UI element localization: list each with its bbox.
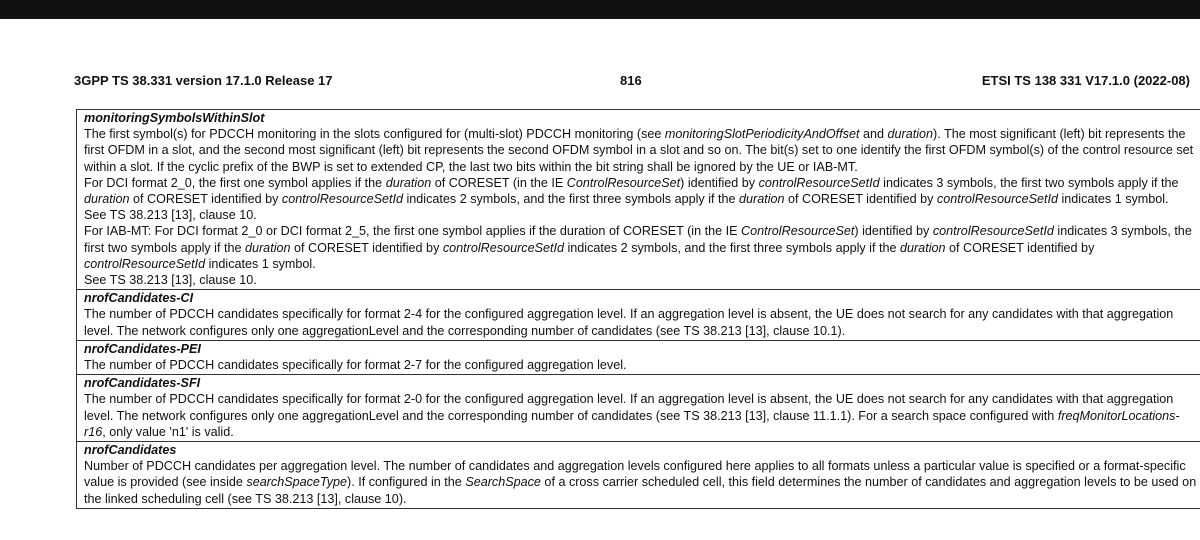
text-run: The number of PDCCH candidates specifically for format 2-4 for the configured aggregation level. If an aggregation level is absent, the UE does not search for any candidates with that aggregation level. The network configures only one aggregationLevel and the corresponding number of candidates (see TS 38.213 [13], clause 10.1). [84,307,1174,338]
field-description-paragraph [84,306,1200,338]
text-run: For DCI format 2_0, the first one symbol applies if the [84,175,386,190]
table-row [77,290,1200,341]
header-spec-version: 3GPP TS 38.331 version 17.1.0 Release 17 [74,73,333,88]
text-run: of CORESET identified by [945,240,1095,255]
text-run: See TS 38.213 [13], clause 10. [84,273,257,288]
text-run: indicates 1 symbol. [1058,192,1169,207]
field-name: nrofCandidates [84,443,177,458]
field-name: nrofCandidates-PEI [84,341,201,356]
text-run: Number of PDCCH candidates per aggregation level. The number of candidates and aggregation levels configured here applies to all formats unless a particular value is specified or a format-specific value is provided (see inside [84,459,1186,490]
italic-term: controlResourceSetId [281,192,403,207]
italic-term: duration [887,127,934,142]
field-description-paragraph [84,126,1200,175]
field-description-paragraph [84,223,1200,272]
text-run: For IAB-MT: For DCI format 2_0 or DCI format 2_5, the first one symbol applies if the duration of CORESET (in the IE [84,224,741,239]
italic-term: controlResourceSetId [84,256,206,271]
text-run: The first symbol(s) for PDCCH monitoring in the slots configured for (multi-slot) PDCCH monitoring (see [84,127,665,142]
field-description-table [76,109,1200,509]
italic-term: freqMonitorLocations-r16 [84,408,1180,439]
text-run: indicates 2 symbols, and the first three symbols apply if the [403,192,739,207]
table-row [77,375,1200,442]
table-row [77,442,1200,509]
top-dark-bar [0,0,1200,19]
text-run: , only value 'n1' is valid. [102,424,234,439]
field-name: nrofCandidates-SFI [84,376,201,391]
italic-term: searchSpaceType [246,475,347,490]
italic-term: duration [899,240,946,255]
text-run: of CORESET (in the IE [431,175,567,190]
header-page-number: 816 [620,73,642,88]
italic-term: duration [739,192,785,207]
field-description-paragraph [84,357,1200,373]
field-description-paragraph [84,391,1200,440]
table-row [77,110,1200,290]
italic-term: monitoringSlotPeriodicityAndOffset [664,127,860,142]
italic-term: duration [244,240,291,255]
text-run: indicates 2 symbols, and the first three symbols apply if the [563,240,900,255]
text-run: and [859,127,888,142]
text-run: ). If configured in the [347,475,466,490]
text-run: of CORESET identified by [290,240,443,255]
field-description-paragraph [84,272,1200,288]
italic-term: controlResourceSetId [442,240,564,255]
field-name: nrofCandidates-CI [84,291,194,306]
text-run: of a cross carrier scheduled cell, this field determines the number of candidates and aggregation levels to be used on the linked scheduling cell (see TS 38.213 [13], clause 10). [84,475,1197,506]
text-run: ) identified by [854,224,933,239]
text-run: The number of PDCCH candidates specifically for format 2-0 for the configured aggregation level. If an aggregation level is absent, the UE does not search for any candidates with that aggregation level. The network configures only one aggregationLevel and the corresponding number of candidates (see TS 38.213 [13], clause 11.1.1). For a search space configured with [84,392,1174,423]
header-etsi-reference: ETSI TS 138 331 V17.1.0 (2022-08) [981,73,1190,88]
field-description-paragraph [84,458,1200,507]
text-run: ). The most significant (left) bit represents the first OFDM in a slot, and the second most significant (left) bit represents the second OFDM symbol in a slot and so on. The bit(s) set to one identify the first OFDM symbol(s) of the control resource set within a slot. If the cyclic prefix of the BWP is set to extended CP, the last two bits within the bit string shall be ignored by the UE or IAB-MT. [84,127,1194,174]
field-description-paragraph [84,207,1200,223]
italic-term: ControlResourceSet [741,224,855,239]
text-run: See TS 38.213 [13], clause 10. [84,208,257,223]
italic-term: controlResourceSetId [758,175,880,190]
field-description-paragraph [84,175,1200,207]
text-run: indicates 1 symbol. [205,256,316,271]
text-run: indicates 3 symbols, the first two symbols apply if the [84,224,1192,255]
text-run: of CORESET identified by [129,192,282,207]
italic-term: controlResourceSetId [932,224,1054,239]
italic-term: duration [84,192,130,207]
italic-term: SearchSpace [465,475,541,490]
text-run: The number of PDCCH candidates specifically for format 2-7 for the configured aggregation level. [84,358,627,373]
table-row [77,341,1200,375]
text-run: indicates 3 symbols, the first two symbols apply if the [879,175,1179,190]
text-run: of CORESET identified by [784,192,937,207]
text-run: ) identified by [680,175,759,190]
italic-term: duration [385,175,432,190]
field-name: monitoringSymbolsWithinSlot [84,111,265,125]
italic-term: controlResourceSetId [936,192,1058,207]
italic-term: ControlResourceSet [566,175,681,190]
